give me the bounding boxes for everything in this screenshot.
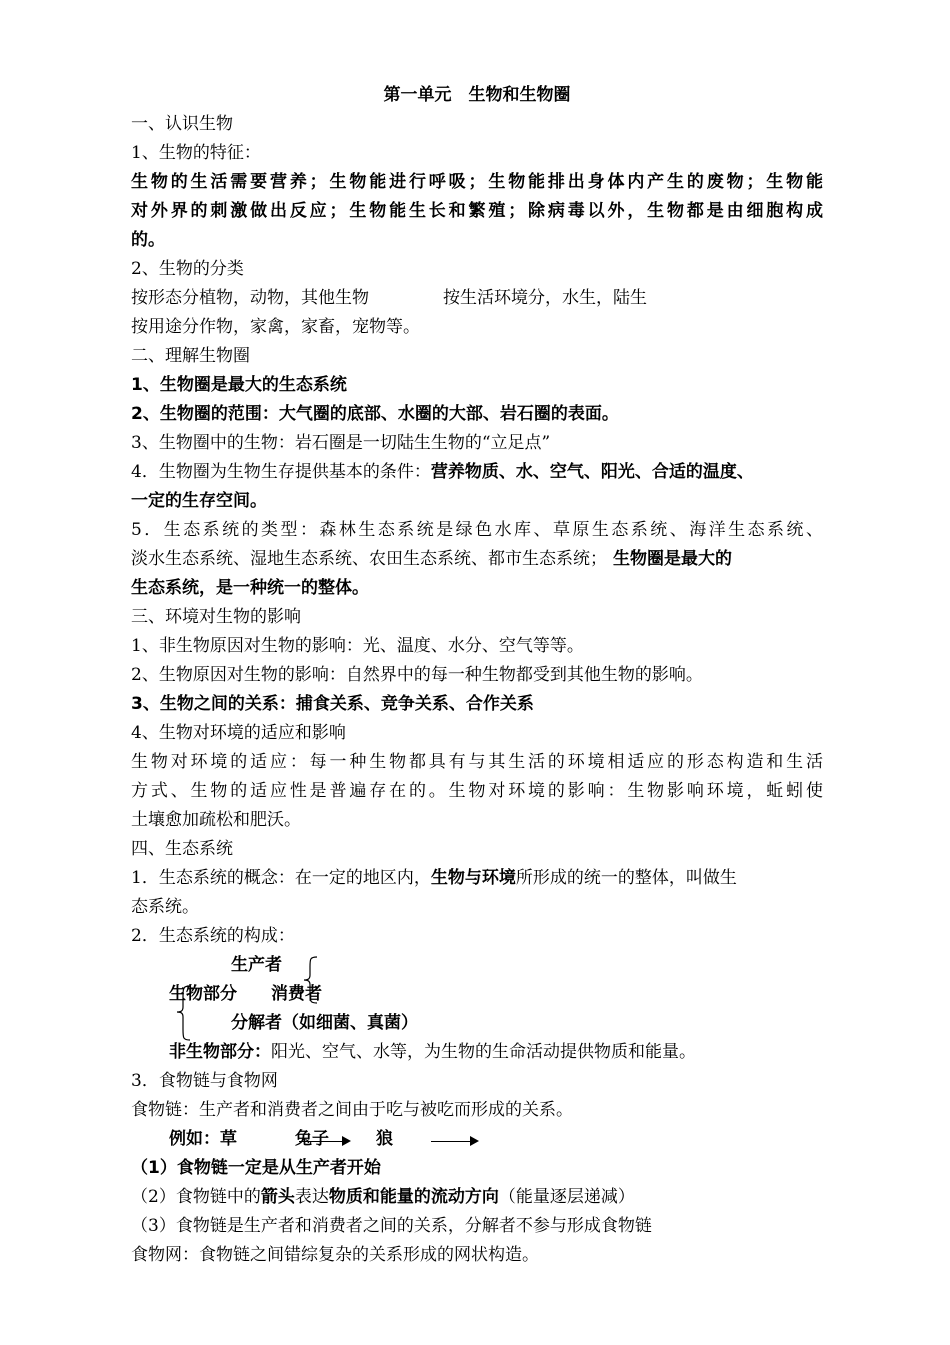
biosphere-item-3: 3、生物圈中的生物：岩石圈是一切陆生生物的“立足点” bbox=[131, 433, 551, 453]
section-heading-4: 四、生态系统 bbox=[131, 839, 233, 859]
chain-note-2 bbox=[131, 1183, 823, 1212]
abiotic-line bbox=[169, 1038, 696, 1067]
env-item-3: 3、生物之间的关系：捕食关系、竞争关系、合作关系 bbox=[131, 694, 534, 714]
abiotic-text: 阳光、空气、水等，为生物的生命活动提供物质和能量。 bbox=[271, 1042, 696, 1062]
document-page bbox=[131, 81, 823, 1270]
item4-prefix: 4．生物圈为生物生存提供基本的条件： bbox=[131, 462, 431, 482]
env-item-2: 2、生物原因对生物的影响：自然界中的每一种生物都受到其他生物的影响。 bbox=[131, 665, 703, 685]
biosphere-item-4 bbox=[131, 458, 823, 487]
section-heading-2: 二、理解生物圈 bbox=[131, 346, 250, 366]
abiotic-label: 非生物部分： bbox=[169, 1042, 271, 1062]
features-line-1: 生物的生活需要营养；生物能进行呼吸；生物能排出身体内产生的废物；生物能 bbox=[131, 172, 823, 192]
arrow-icon bbox=[299, 1141, 349, 1142]
food-chain-label: 3．食物链与食物网 bbox=[131, 1071, 278, 1091]
bio-part-label: 生物部分 bbox=[169, 984, 237, 1004]
concept-prefix: 1．生态系统的概念：在一定的地区内， bbox=[131, 868, 431, 888]
decomposer-label: 分解者（如细菌、真菌） bbox=[231, 1013, 418, 1033]
composition-abiotic-row bbox=[131, 1038, 823, 1067]
note2-c: 表达 bbox=[294, 1187, 329, 1207]
concept-suffix: 所形成的统一的整体，叫做生 bbox=[515, 868, 737, 888]
composition-decomposer-row bbox=[131, 1009, 823, 1038]
biosphere-item-4-cont: 一定的生存空间。 bbox=[131, 491, 267, 511]
item5-plain: 淡水生态系统、湿地生态系统、农田生态系统、都市生态系统； bbox=[131, 549, 607, 569]
class-by-use: 按用途分作物，家禽，家畜，宠物等。 bbox=[131, 317, 420, 337]
classification-label: 2、生物的分类 bbox=[131, 259, 244, 279]
adapt-line-2: 方式、生物的适应性是普遍存在的。生物对环境的影响：生物影响环境，蚯蚓使 bbox=[131, 781, 823, 801]
food-chain-example bbox=[131, 1125, 823, 1154]
chain-note-1: （1）食物链一定是从生产者开始 bbox=[131, 1158, 381, 1178]
adapt-line-3: 土壤愈加疏松和肥沃。 bbox=[131, 810, 301, 830]
producer-label: 生产者 bbox=[231, 955, 282, 975]
chain-note-3: （3）食物链是生产者和消费者之间的关系，分解者不参与形成食物链 bbox=[131, 1216, 652, 1236]
classification-line-1 bbox=[131, 284, 823, 313]
composition-consumer-row bbox=[131, 980, 823, 1009]
biosphere-item-5-line-3: 生态系统，是一种统一的整体。 bbox=[131, 578, 369, 598]
food-web-definition: 食物网：食物链之间错综复杂的关系形成的网状构造。 bbox=[131, 1245, 539, 1265]
composition-producer-row bbox=[131, 951, 823, 980]
env-item-4: 4、生物对环境的适应和影响 bbox=[131, 723, 346, 743]
features-label: 1、生物的特征： bbox=[131, 143, 261, 163]
wolf-label: 狼 bbox=[376, 1129, 393, 1149]
biosphere-item-5-line-2 bbox=[131, 545, 823, 574]
brace-icon bbox=[175, 984, 193, 1042]
class-by-form: 按形态分植物，动物，其他生物 bbox=[131, 288, 369, 308]
food-chain-definition: 食物链：生产者和消费者之间由于吃与被吃而形成的关系。 bbox=[131, 1100, 573, 1120]
note2-e: （能量逐层递减） bbox=[498, 1187, 635, 1207]
features-line-3: 的。 bbox=[131, 230, 165, 250]
arrow-icon bbox=[431, 1141, 477, 1142]
consumer-label: 消费者 bbox=[271, 984, 322, 1004]
rabbit-label: 兔子 bbox=[295, 1129, 329, 1149]
doc-title: 第一单元 生物和生物圈 bbox=[383, 85, 571, 105]
biosphere-item-5-line-1: 5．生态系统的类型：森林生态系统是绿色水库、草原生态系统、海洋生态系统、 bbox=[131, 520, 823, 540]
biosphere-item-1: 1、生物圈是最大的生态系统 bbox=[131, 375, 347, 395]
brace-icon bbox=[301, 955, 321, 1005]
note2-d: 物质和能量的流动方向 bbox=[328, 1187, 499, 1207]
example-label: 例如：草 bbox=[169, 1129, 237, 1149]
class-by-env: 按生活环境分，水生，陆生 bbox=[443, 288, 647, 308]
item5-bold: 生物圈是最大的 bbox=[613, 549, 732, 569]
note2-b: 箭头 bbox=[260, 1187, 295, 1207]
section-heading-3: 三、环境对生物的影响 bbox=[131, 607, 301, 627]
section-heading-1: 一、认识生物 bbox=[131, 114, 233, 134]
features-line-2: 对外界的刺激做出反应；生物能生长和繁殖；除病毒以外，生物都是由细胞构成 bbox=[131, 201, 823, 221]
item4-bold: 营养物质、水、空气、阳光、合适的温度、 bbox=[430, 462, 754, 482]
env-item-1: 1、非生物原因对生物的影响：光、温度、水分、空气等等。 bbox=[131, 636, 584, 656]
composition-label: 2．生态系统的构成： bbox=[131, 926, 295, 946]
biosphere-item-2: 2、生物圈的范围：大气圈的底部、水圈的大部、岩石圈的表面。 bbox=[131, 404, 619, 424]
concept-cont: 态系统。 bbox=[131, 897, 199, 917]
note2-a: （2）食物链中的 bbox=[131, 1187, 261, 1207]
adapt-line-1: 生物对环境的适应：每一种生物都具有与其生活的环境相适应的形态构造和生活 bbox=[131, 752, 823, 772]
concept-bold: 生物与环境 bbox=[430, 868, 516, 888]
concept-line bbox=[131, 864, 823, 893]
